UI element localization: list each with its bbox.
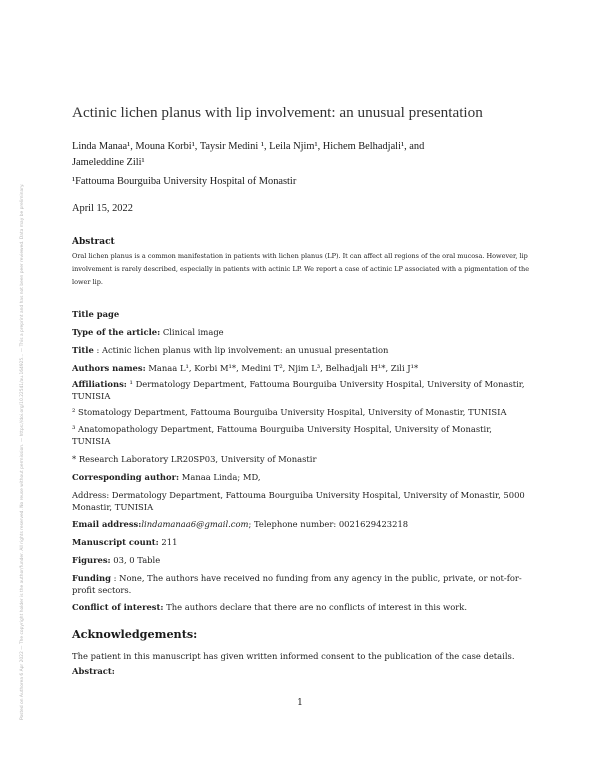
field-label: Email address: bbox=[72, 519, 142, 529]
field-value: : None, The authors have received no funding from any agency in the public, private, or not-for-profit sectors. bbox=[72, 573, 522, 595]
email-link[interactable]: lindamanaa6@gmail.com bbox=[141, 519, 249, 529]
acknowledgements-heading: Acknowledgements: bbox=[72, 627, 198, 641]
field-value: Manaa L¹, Korbi M¹*, Medini T², Njim L³, Belhadjali H¹*, Zili J¹* bbox=[145, 363, 419, 373]
corresponding-author bbox=[72, 471, 532, 483]
author-line: Jameleddine Zili¹ bbox=[72, 156, 145, 168]
abstract-heading: Abstract bbox=[72, 237, 115, 247]
sidebar-watermark: Posted on Authorea 6 Apr 2022 — The copyright holder is the author/funder. All rights reserved. No reuse without permission. — https://doi.org/10.22541/au.164925... — This a preprint and has not been peer reviewed. Data may be preliminary. bbox=[20, 183, 25, 720]
affiliation-3: ³ Anatomopathology Department, Fattouma Bourguiba University Hospital, University of Monastir, TUNISIA bbox=[72, 424, 492, 446]
affiliation-2: ² Stomatology Department, Fattouma Bourguiba University Hospital, University of Monastir, TUNISIA bbox=[72, 407, 507, 417]
field-value: Manaa Linda; MD, bbox=[179, 472, 261, 482]
paper-title: Actinic lichen planus with lip involvement: an unusual presentation bbox=[72, 104, 483, 121]
field-value: The authors declare that there are no conflicts of interest in this work. bbox=[163, 602, 468, 612]
affiliations-field bbox=[72, 378, 532, 402]
field-value: 211 bbox=[158, 537, 178, 547]
field-value: 03, 0 Table bbox=[110, 555, 161, 565]
field-label: Affiliations: bbox=[72, 379, 127, 389]
field-value: ¹ Dermatology Department, Fattouma Bourguiba University Hospital, University of Monastir, TUNISIA bbox=[72, 379, 525, 401]
conflict-field bbox=[72, 601, 532, 613]
author-names-field bbox=[72, 362, 532, 374]
acknowledgements-body: The patient in this manuscript has given written informed consent to the publication of the case details. bbox=[72, 651, 515, 661]
field-label: Funding bbox=[72, 573, 111, 583]
field-label: Title bbox=[72, 345, 94, 355]
publication-date: April 15, 2022 bbox=[72, 203, 133, 214]
affiliation: ¹Fattouma Bourguiba University Hospital of Monastir bbox=[72, 176, 297, 187]
field-value: : Actinic lichen planus with lip involvement: an unusual presentation bbox=[93, 345, 389, 355]
title-field bbox=[72, 344, 532, 356]
field-label: Figures: bbox=[72, 555, 111, 565]
manuscript-count bbox=[72, 536, 532, 548]
funding-field bbox=[72, 572, 532, 596]
author-list bbox=[72, 139, 532, 170]
address: Address: Dermatology Department, Fattouma Bourguiba University Hospital, University of Monastir, 5000 Monastir, TUNISIA bbox=[72, 490, 525, 512]
field-label: Conflict of interest: bbox=[72, 602, 164, 612]
phone-number: ; Telephone number: 0021629423218 bbox=[248, 519, 409, 529]
abstract-body: Oral lichen planus is a common manifestation in patients with lichen planus (LP). It can affect all regions of the oral mucosa. However, lip involvement is rarely described, especially in patients with actinic LP. We report a case of actinic LP associated with a pigmentation of the lower lip. bbox=[72, 252, 530, 286]
field-label: Corresponding author: bbox=[72, 472, 180, 482]
abstract-label: Abstract: bbox=[72, 666, 115, 676]
author-line: Linda Manaa¹, Mouna Korbi¹, Taysir Medini ¹, Leila Njim¹, Hichem Belhadjali¹, and bbox=[72, 141, 425, 152]
page-number: 1 bbox=[297, 698, 303, 708]
affiliation-4: * Research Laboratory LR20SP03, University of Monastir bbox=[72, 454, 317, 464]
article-type bbox=[72, 326, 532, 338]
email-field bbox=[72, 518, 532, 530]
field-label: Manuscript count: bbox=[72, 537, 159, 547]
field-label: Authors names: bbox=[72, 363, 146, 373]
figures-field bbox=[72, 554, 532, 566]
title-page-heading: Title page bbox=[72, 309, 120, 319]
field-value: Clinical image bbox=[160, 327, 224, 337]
field-label: Type of the article: bbox=[72, 327, 161, 337]
